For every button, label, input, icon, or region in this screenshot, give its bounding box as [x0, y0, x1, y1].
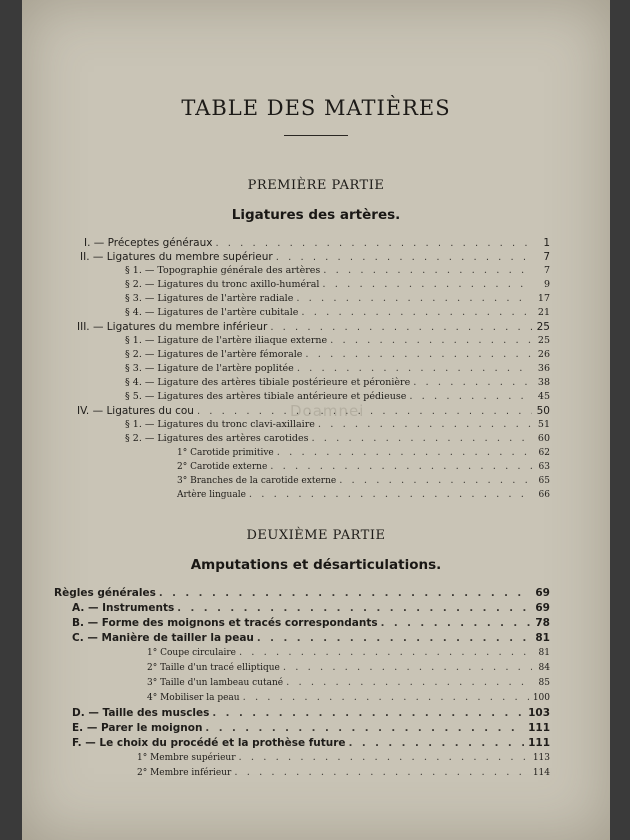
toc-entry-title: 4° Mobiliser la peau	[147, 693, 240, 703]
toc-entry-page: 81	[535, 632, 550, 644]
toc-entry-title: I. — Préceptes généraux	[84, 237, 213, 249]
toc-entry	[125, 264, 550, 278]
toc-entry-title: 1° Membre supérieur	[137, 753, 236, 763]
toc-entry-title: Artère linguale	[177, 490, 246, 500]
toc-entry-title: C. — Manière de tailler la peau	[72, 632, 254, 644]
toc-entry	[177, 488, 550, 502]
toc-leader-dots	[322, 278, 532, 292]
toc-entry-title: 2° Membre inférieur	[137, 768, 232, 778]
part-one-heading: Ligatures des artères.	[231, 207, 401, 223]
toc-entry-page: 63	[538, 462, 550, 472]
toc-leader-dots	[349, 737, 525, 751]
toc-entry-page: 78	[535, 617, 550, 629]
toc-leader-dots	[249, 488, 532, 502]
toc-entry-title: § 1. — Ligatures du tronc clavi-axillaire	[125, 419, 315, 430]
toc-entry-title: § 3. — Ligatures de l'artère radiale	[125, 293, 294, 304]
toc-leader-dots	[311, 432, 532, 446]
book-page	[22, 0, 610, 840]
toc-entry-page: 65	[538, 476, 550, 486]
toc-entry-page: 85	[538, 678, 550, 688]
toc-entry-title: 2° Taille d'un tracé elliptique	[147, 663, 280, 673]
toc-entry	[125, 418, 550, 432]
toc-entry-page: 100	[532, 693, 550, 703]
toc-leader-dots	[318, 418, 532, 432]
toc-leader-dots	[243, 691, 529, 705]
toc-entry	[147, 676, 550, 690]
toc-leader-dots	[205, 722, 524, 736]
toc-entry-page: 113	[532, 753, 550, 763]
toc-leader-dots	[257, 632, 531, 646]
toc-entry	[72, 601, 550, 615]
toc-entry	[137, 766, 550, 780]
toc-leader-dots	[234, 766, 528, 780]
toc-entry-page: 36	[537, 363, 550, 374]
toc-leader-dots	[413, 376, 532, 390]
toc-entry	[80, 250, 550, 264]
toc-leader-dots	[409, 390, 532, 404]
toc-entry	[147, 661, 550, 675]
toc-leader-dots	[270, 460, 532, 474]
toc-leader-dots	[283, 661, 532, 675]
toc-leader-dots	[381, 617, 532, 631]
toc-entry-page: 7	[543, 251, 550, 263]
toc-leader-dots	[177, 602, 531, 616]
toc-entry-title: § 3. — Ligature de l'artère poplitée	[125, 363, 294, 374]
part-two-label: DEUXIÈME PARTIE	[246, 528, 386, 543]
toc-entry	[77, 320, 550, 334]
toc-entry	[177, 460, 550, 474]
page-title: TABLE DES MATIÈRES	[181, 96, 451, 120]
toc-entry-title: 3° Branches de la carotide externe	[177, 476, 337, 486]
toc-leader-dots	[330, 334, 532, 348]
title-divider	[284, 135, 348, 136]
toc-leader-dots	[323, 264, 532, 278]
toc-entry	[137, 751, 550, 765]
toc-entry-page: 21	[537, 307, 550, 318]
toc-entry-title: F. — Le choix du procédé et la prothèse future	[72, 737, 346, 749]
toc-entry	[125, 334, 550, 348]
toc-entry	[72, 721, 550, 735]
toc-entry	[54, 586, 550, 600]
toc-leader-dots	[212, 707, 524, 721]
toc-entry-page: 66	[538, 490, 550, 500]
toc-leader-dots	[239, 646, 532, 660]
toc-entry-page: 114	[532, 768, 550, 778]
toc-entry-page: 9	[543, 279, 550, 290]
toc-entry-page: 51	[537, 419, 550, 430]
toc-entry	[125, 362, 550, 376]
toc-entry	[72, 706, 550, 720]
toc-entry	[125, 432, 550, 446]
toc-entry-title: § 4. — Ligature des artères tibiale postérieure et péronière	[125, 377, 411, 388]
toc-entry-title: § 2. — Ligatures du tronc axillo-huméral	[125, 279, 320, 290]
toc-leader-dots	[297, 362, 532, 376]
toc-entry	[125, 376, 550, 390]
toc-leader-dots	[305, 348, 532, 362]
toc-entry	[177, 446, 550, 460]
toc-leader-dots	[276, 251, 532, 265]
toc-entry-title: 3° Taille d'un lambeau cutané	[147, 678, 284, 688]
toc-entry-page: 69	[535, 602, 550, 614]
toc-leader-dots	[277, 446, 532, 460]
toc-entry-title: § 1. — Ligature de l'artère iliaque externe	[125, 335, 328, 346]
toc-entry-title: 1° Carotide primitive	[177, 448, 274, 458]
toc-leader-dots	[339, 474, 532, 488]
toc-entry-page: 60	[537, 433, 550, 444]
toc-entry	[72, 736, 550, 750]
toc-entry-title: 2° Carotide externe	[177, 462, 268, 472]
part-two-heading: Amputations et désarticulations.	[190, 557, 442, 573]
toc-leader-dots	[286, 676, 532, 690]
toc-leader-dots	[296, 292, 532, 306]
toc-entry	[177, 474, 550, 488]
toc-entry-title: D. — Taille des muscles	[72, 707, 210, 719]
part-one-label: PREMIÈRE PARTIE	[247, 178, 385, 193]
toc-entry-page: 25	[536, 321, 550, 333]
toc-leader-dots	[301, 306, 532, 320]
toc-entry-page: 84	[538, 663, 550, 673]
toc-entry-title: § 4. — Ligatures de l'artère cubitale	[125, 307, 299, 318]
toc-entry-page: 25	[537, 335, 550, 346]
toc-leader-dots	[215, 237, 532, 251]
toc-entry-page: 111	[528, 722, 550, 734]
toc-entry-page: 81	[538, 648, 550, 658]
toc-entry-title: § 2. — Ligatures de l'artère fémorale	[125, 349, 303, 360]
toc-entry-page: 45	[537, 391, 550, 402]
toc-entry-title: § 1. — Topographie générale des artères	[125, 265, 321, 276]
toc-entry-page: 38	[537, 377, 550, 388]
toc-entry-page: 26	[537, 349, 550, 360]
toc-entry	[125, 348, 550, 362]
toc-entry-page: 103	[528, 707, 550, 719]
toc-entry	[125, 292, 550, 306]
toc-entry-page: 1	[543, 237, 550, 249]
toc-leader-dots	[159, 587, 532, 601]
toc-entry-title: IV. — Ligatures du cou	[77, 405, 194, 417]
toc-entry-page: 69	[535, 587, 550, 599]
toc-entry-title: Règles générales	[54, 587, 156, 599]
watermark: Doamnei	[290, 402, 365, 420]
toc-entry-title: 1° Coupe circulaire	[147, 648, 236, 658]
toc-entry	[72, 631, 550, 645]
toc-entry-title: A. — Instruments	[72, 602, 175, 614]
toc-entry-title: E. — Parer le moignon	[72, 722, 203, 734]
toc-entry-page: 62	[538, 448, 550, 458]
toc-entry-title: § 5. — Ligatures des artères tibiale antérieure et pédieuse	[125, 391, 407, 402]
toc-entry	[84, 236, 550, 250]
toc-entry-page: 50	[536, 405, 550, 417]
toc-entry-page: 7	[543, 265, 550, 276]
toc-entry-title: § 2. — Ligatures des artères carotides	[125, 433, 309, 444]
toc-leader-dots	[239, 751, 529, 765]
toc-leader-dots	[197, 405, 532, 419]
toc-entry-title: III. — Ligatures du membre inférieur	[77, 321, 268, 333]
toc-entry	[72, 616, 550, 630]
toc-entry-page: 111	[528, 737, 550, 749]
toc-entry-title: B. — Forme des moignons et tracés correspondants	[72, 617, 378, 629]
toc-entry	[147, 646, 550, 660]
toc-entry-title: II. — Ligatures du membre supérieur	[80, 251, 273, 263]
toc-entry	[125, 306, 550, 320]
toc-entry	[125, 278, 550, 292]
toc-entry	[147, 691, 550, 705]
toc-leader-dots	[270, 321, 532, 335]
toc-entry-page: 17	[537, 293, 550, 304]
